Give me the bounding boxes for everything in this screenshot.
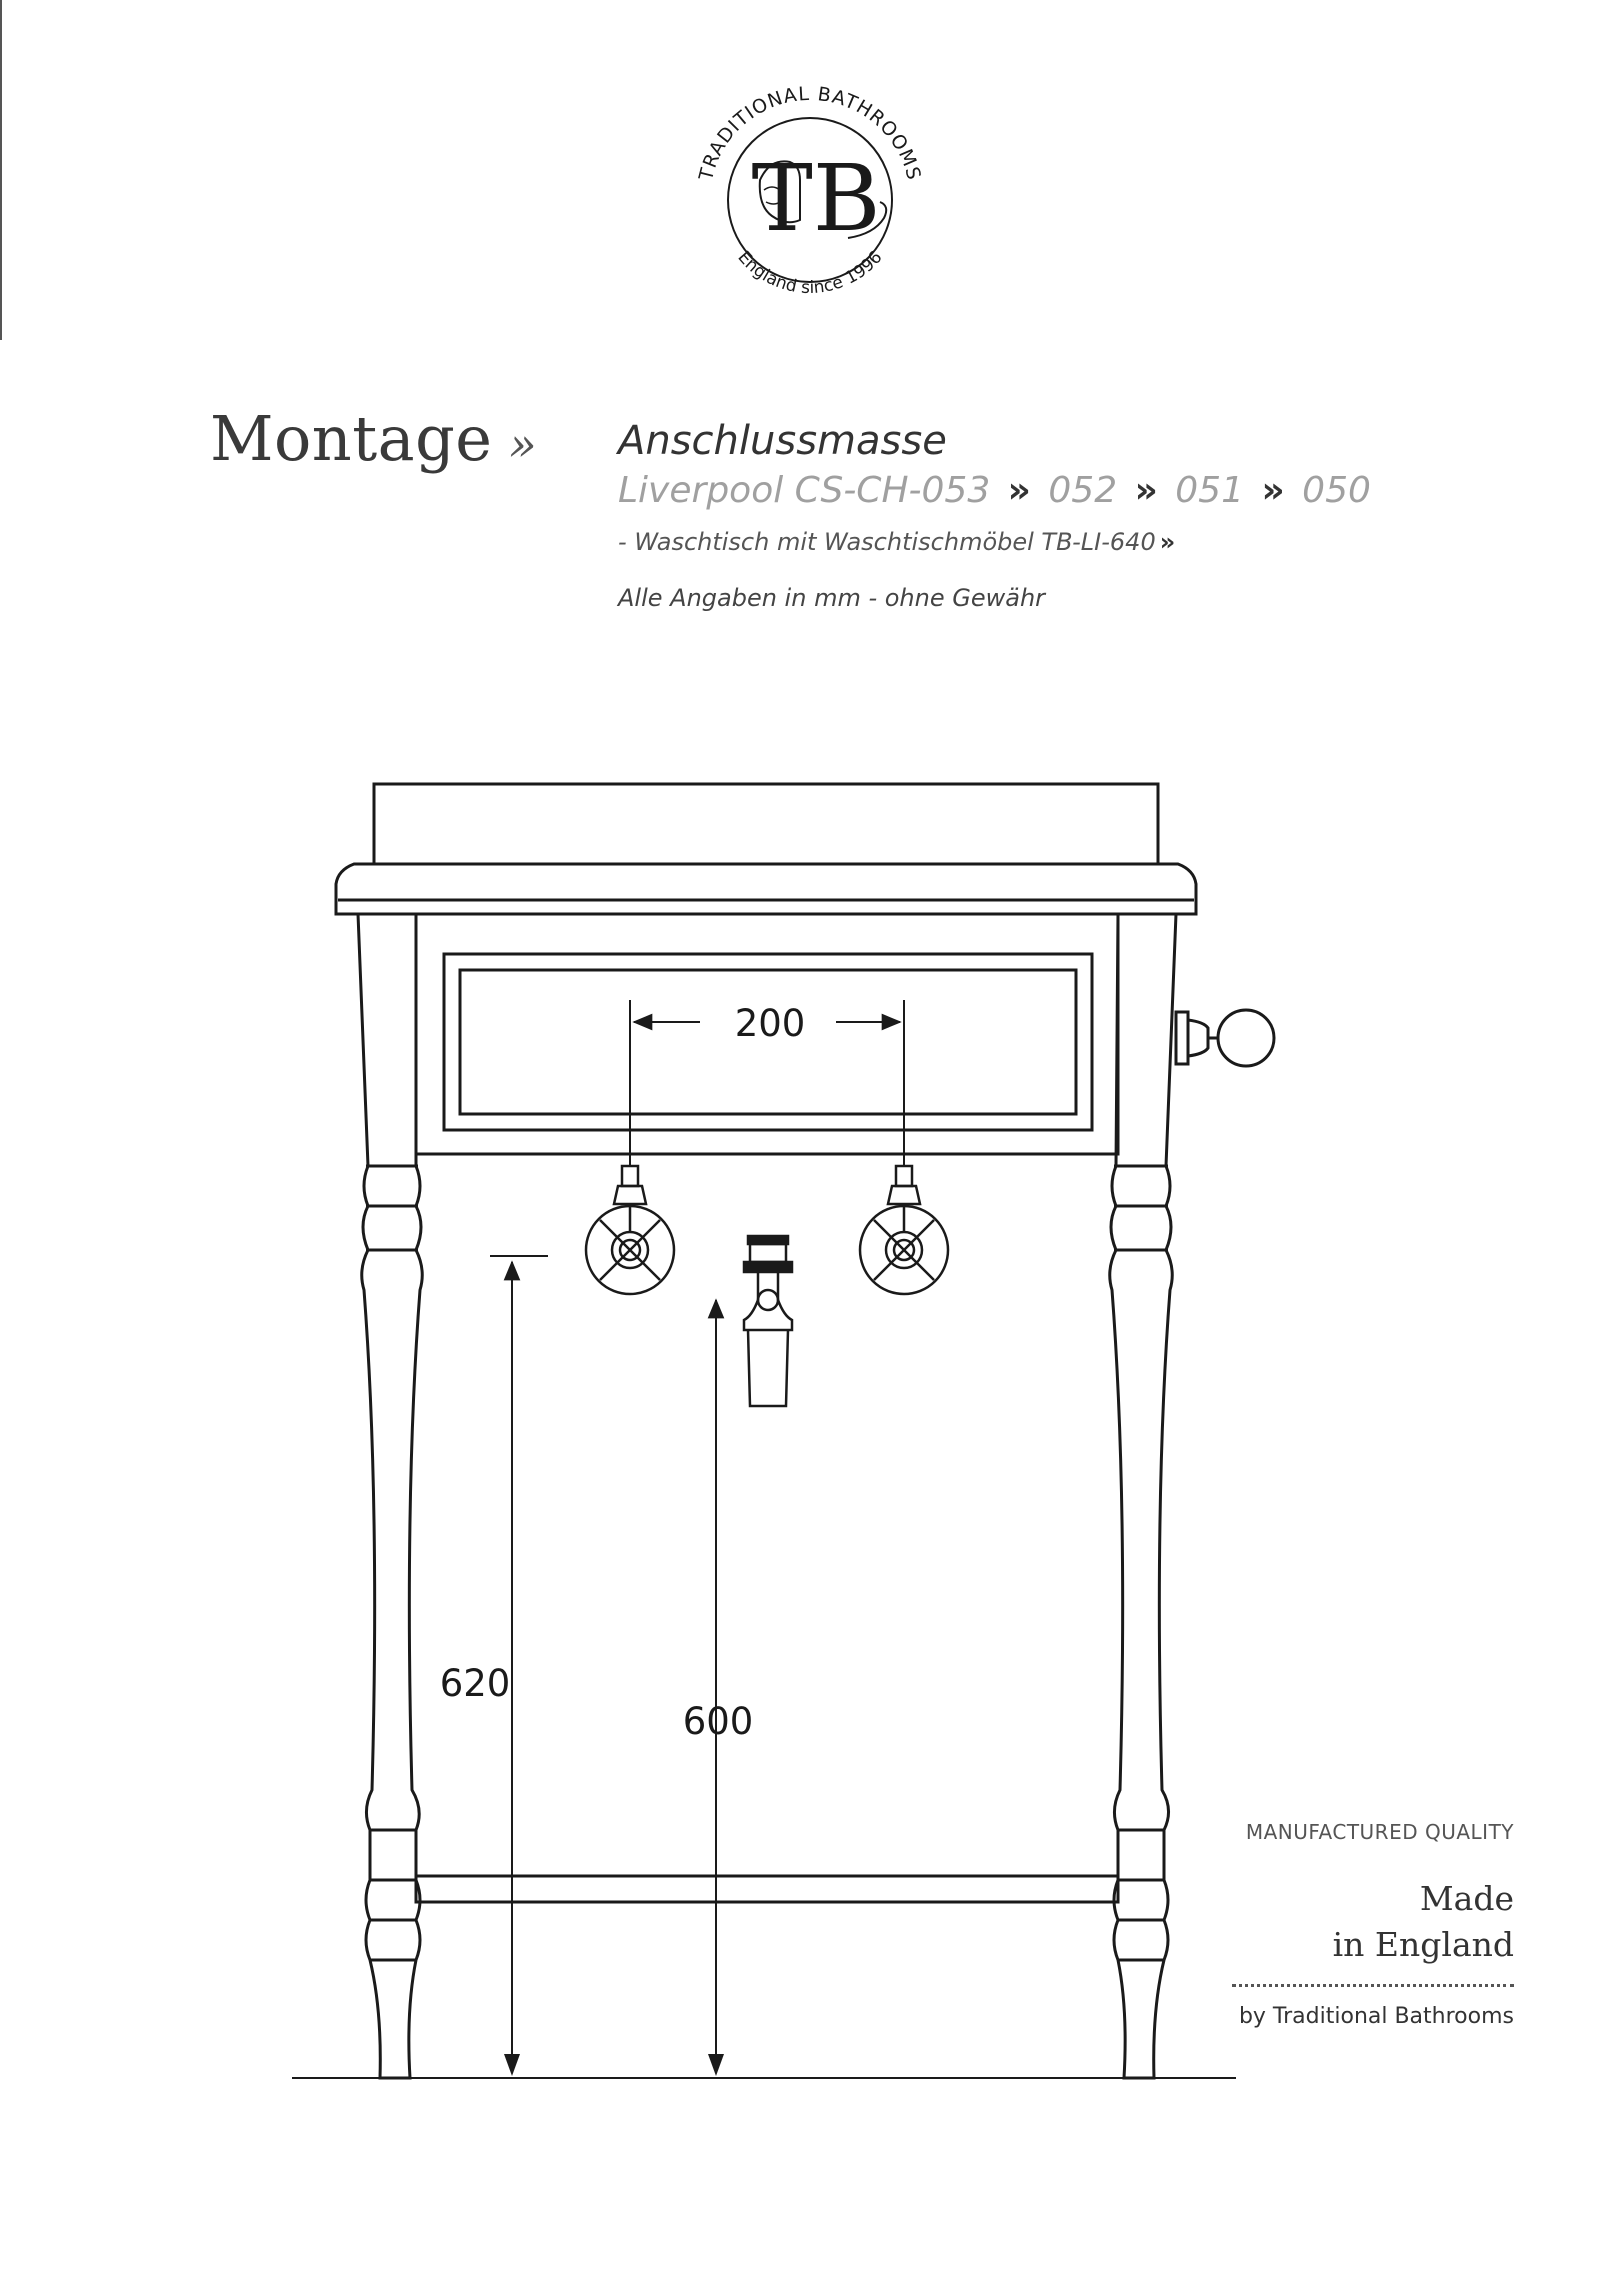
- model-separator: »: [1261, 470, 1285, 511]
- left-leg: [358, 914, 422, 2078]
- towel-rail-knob: [1176, 1010, 1274, 1066]
- spout: [744, 1236, 792, 1406]
- dimension-label-600: 600: [682, 1700, 754, 1743]
- made-in-england: [1333, 1876, 1514, 1968]
- right-leg: [1110, 914, 1176, 2078]
- dimension-label-200: 200: [734, 1002, 806, 1045]
- model-name: 050: [1302, 470, 1371, 511]
- basin-outline: [374, 784, 1158, 864]
- quality-label: MANUFACTURED QUALITY: [1245, 1820, 1514, 1844]
- subtitle: Anschlussmasse: [618, 418, 947, 464]
- by-traditional-bathrooms: by Traditional Bathrooms: [1238, 2004, 1514, 2029]
- logo-ring-bottom-text: England since 1996: [733, 247, 887, 299]
- model-name: 051: [1175, 470, 1244, 511]
- countertop-outline: [336, 864, 1196, 914]
- made-line-2: in England: [1332, 1925, 1514, 1964]
- model-name: Liverpool CS-CH-053: [618, 470, 991, 511]
- logo-ring-top-text: TRADITIONAL BATHROOMS: [695, 82, 925, 183]
- model-separator: »: [1007, 470, 1031, 511]
- model-name: 052: [1048, 470, 1118, 511]
- note-prefix: -: [618, 528, 627, 556]
- model-separator: »: [1134, 470, 1158, 511]
- dotted-divider: [1232, 1984, 1514, 1987]
- made-line-1: Made: [1419, 1879, 1514, 1918]
- note-chevron: »: [1159, 528, 1176, 556]
- dimension-label-620: 620: [439, 1662, 511, 1705]
- disclaimer: Alle Angaben in mm - ohne Gewähr: [618, 584, 1046, 612]
- stretcher-bar: [416, 1876, 1118, 1902]
- logo-monogram: TB: [751, 145, 881, 252]
- right-tap: [860, 1166, 948, 1294]
- note-text: Waschtisch mit Waschtischmöbel TB-LI-640: [634, 528, 1156, 556]
- page-title-text: Montage: [210, 402, 493, 475]
- left-tap: [586, 1166, 674, 1294]
- title-chevron: »: [508, 417, 538, 471]
